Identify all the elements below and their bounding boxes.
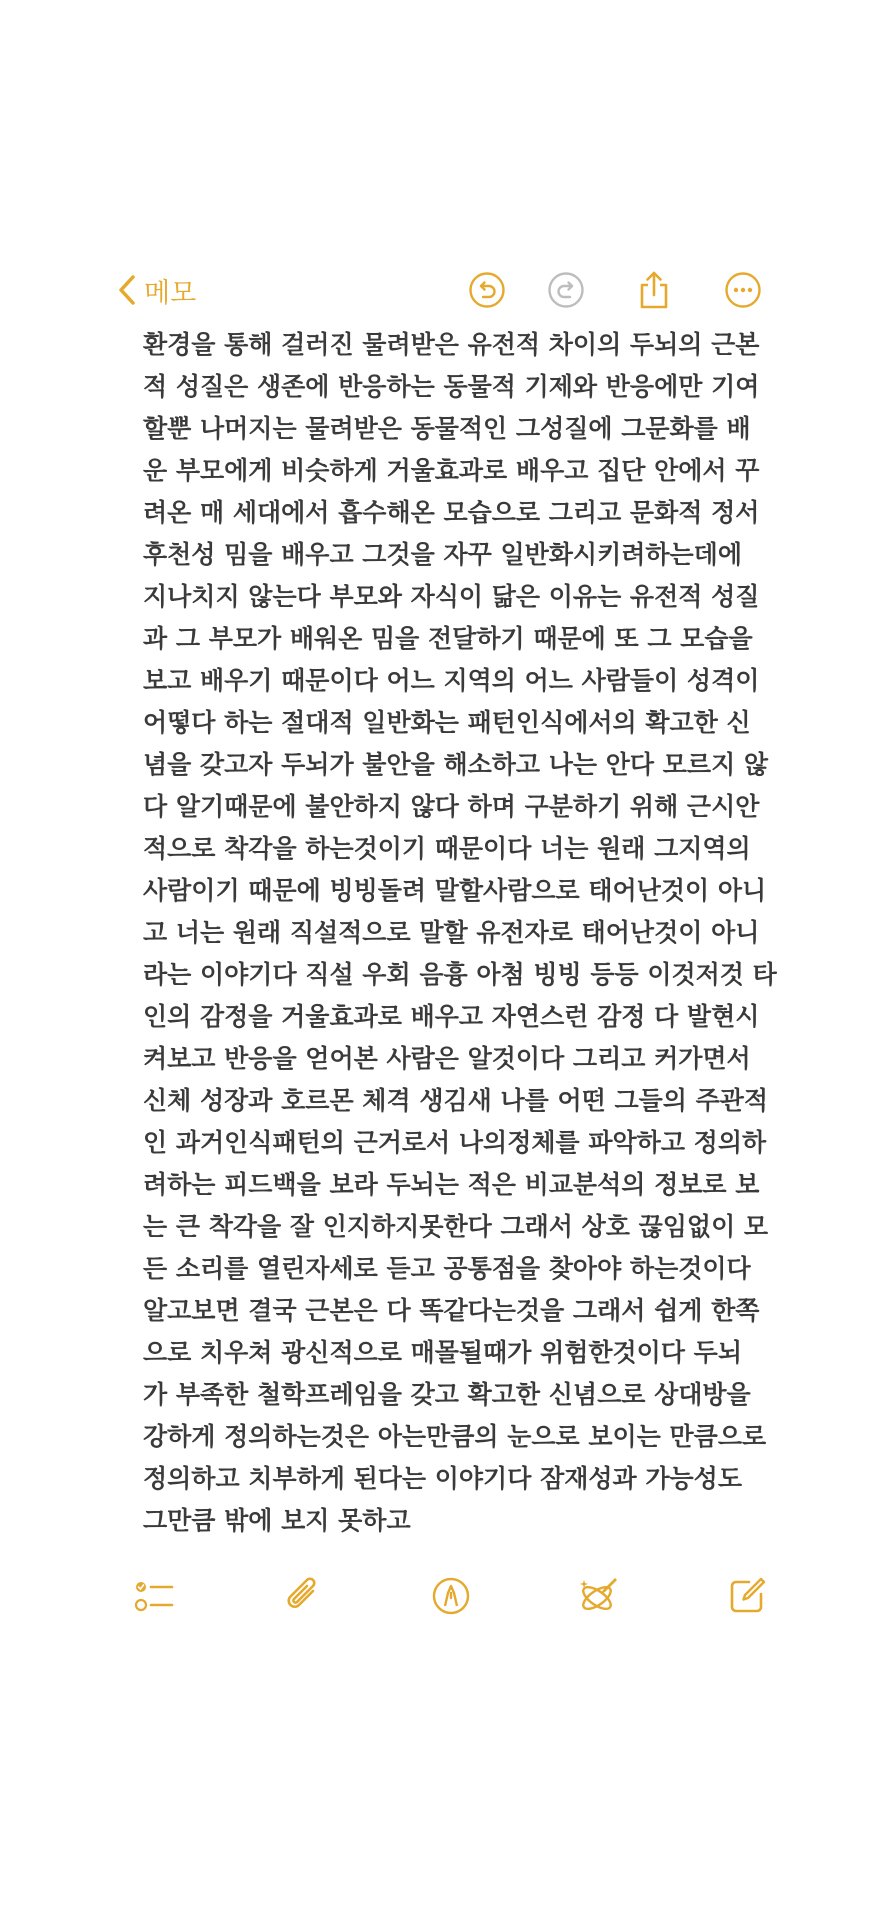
pen-markup-icon — [431, 1576, 471, 1616]
note-line: 환경을 통해 걸러진 물려받은 유전적 차이의 두뇌의 근본 — [143, 330, 760, 359]
note-line: 그만큼 밖에 보지 못하고 — [143, 1506, 411, 1535]
note-line: 운 부모에게 비슷하게 거울효과로 배우고 집단 안에서 꾸 — [143, 456, 760, 485]
back-label: 메모 — [144, 277, 197, 309]
attach-button[interactable] — [279, 1572, 327, 1620]
writing-tools-icon — [577, 1574, 621, 1618]
note-body[interactable] — [143, 324, 777, 1542]
note-line: 적으로 착각을 하는것이기 때문이다 너는 원래 그지역의 — [143, 834, 751, 863]
compose-icon — [727, 1576, 767, 1616]
note-line: 려온 매 세대에서 흡수해온 모습으로 그리고 문화적 정서 — [143, 498, 760, 527]
note-line: 정의하고 치부하게 된다는 이야기다 잠재성과 가능성도 — [143, 1464, 742, 1493]
markup-button[interactable] — [427, 1572, 475, 1620]
note-line: 강하게 정의하는것은 아는만큼의 눈으로 보이는 만큼으로 — [143, 1422, 767, 1451]
share-button[interactable] — [632, 268, 676, 312]
bottom-toolbar — [0, 1568, 885, 1624]
note-line: 으로 치우쳐 광신적으로 매몰될때가 위험한것이다 두뇌 — [143, 1338, 742, 1367]
note-line: 과 그 부모가 배워온 밈을 전달하기 때문에 또 그 모습을 — [143, 624, 753, 653]
undo-icon — [468, 271, 506, 309]
note-line: 려하는 피드백을 보라 두뇌는 적은 비교분석의 정보로 보 — [143, 1170, 760, 1199]
note-line: 고 너는 원래 직설적으로 말할 유전자로 태어난것이 아니 — [143, 918, 760, 947]
note-line: 사람이기 때문에 빙빙돌려 말할사람으로 태어난것이 아니 — [143, 876, 767, 905]
redo-button[interactable] — [544, 268, 588, 312]
redo-icon — [547, 271, 585, 309]
note-line: 다 알기때문에 불안하지 않다 하며 구분하기 위해 근시안 — [143, 792, 760, 821]
note-line: 념을 갖고자 두뇌가 불안을 해소하고 나는 안다 모르지 않 — [143, 750, 769, 779]
note-line: 켜보고 반응을 얻어본 사람은 알것이다 그리고 커가면서 — [143, 1044, 751, 1073]
undo-button[interactable] — [465, 268, 509, 312]
top-navigation-bar — [0, 262, 885, 318]
note-line: 인의 감정을 거울효과로 배우고 자연스런 감정 다 발현시 — [143, 1002, 760, 1031]
note-line: 신체 성장과 호르몬 체격 생김새 나를 어떤 그들의 주관적 — [143, 1086, 769, 1115]
note-line: 알고보면 결국 근본은 다 똑같다는것을 그래서 쉽게 한쪽 — [143, 1296, 760, 1325]
note-line: 인 과거인식패턴의 근거로서 나의정체를 파악하고 정의하 — [143, 1128, 767, 1157]
note-line: 든 소리를 열린자세로 듣고 공통점을 찾아야 하는것이다 — [143, 1254, 751, 1283]
back-button[interactable] — [118, 268, 196, 312]
note-line: 가 부족한 철학프레임을 갖고 확고한 신념으로 상대방을 — [143, 1380, 751, 1409]
note-line: 지나치지 않는다 부모와 자식이 닮은 이유는 유전적 성질 — [143, 582, 760, 611]
compose-button[interactable] — [723, 1572, 771, 1620]
note-line: 할뿐 나머지는 물려받은 동물적인 그성질에 그문화를 배 — [143, 414, 751, 443]
note-line: 후천성 밈을 배우고 그것을 자꾸 일반화시키려하는데에 — [143, 540, 742, 569]
writing-tools-button[interactable] — [575, 1572, 623, 1620]
chevron-left-icon — [118, 274, 136, 306]
note-line: 는 큰 착각을 잘 인지하지못한다 그래서 상호 끊임없이 모 — [143, 1212, 769, 1241]
note-line: 보고 배우기 때문이다 어느 지역의 어느 사람들이 성격이 — [143, 666, 760, 695]
checklist-icon — [134, 1576, 176, 1616]
more-button[interactable] — [721, 268, 765, 312]
share-icon — [636, 270, 672, 310]
note-line: 라는 이야기다 직설 우회 음흉 아첨 빙빙 등등 이것저것 타 — [143, 960, 777, 989]
note-line: 적 성질은 생존에 반응하는 동물적 기제와 반응에만 기여 — [143, 372, 760, 401]
more-icon — [724, 271, 762, 309]
note-line: 어떻다 하는 절대적 일반화는 패턴인식에서의 확고한 신 — [143, 708, 751, 737]
paperclip-icon — [283, 1575, 323, 1617]
checklist-button[interactable] — [131, 1572, 179, 1620]
